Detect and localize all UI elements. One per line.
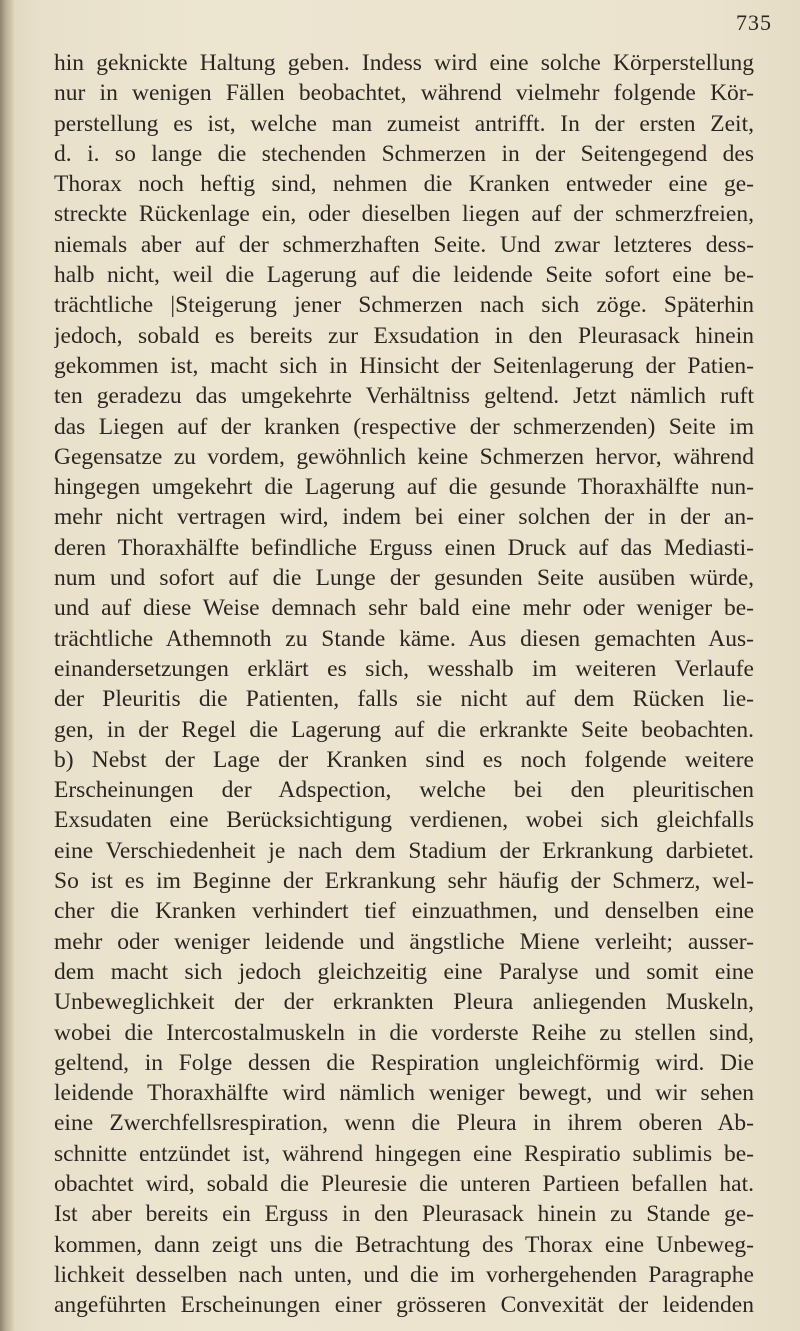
page-number: 735 (736, 10, 772, 35)
text-line: b) Nebst der Lage der Kranken sind es noch folgende weitere (54, 746, 754, 773)
text-line: mehr nicht vertragen wird, indem bei einer solchen der in der an- (54, 504, 754, 531)
text-line: der Pleuritis die Patienten, falls sie nicht auf dem Rücken lie- (54, 686, 754, 713)
text-line: jedoch, sobald es bereits zur Exsudation in den Pleurasack hinein (54, 322, 754, 349)
text-line: gekommen ist, macht sich in Hinsicht der Seitenlagerung der Patien- (54, 352, 754, 379)
text-line: eine Verschiedenheit je nach dem Stadium der Erkrankung darbietet. (54, 837, 754, 864)
text-line: wobei die Intercostalmuskeln in die vorderste Reihe zu stellen sind, (54, 1019, 754, 1046)
text-line: gen, in der Regel die Lagerung auf die erkrankte Seite beobachten. (54, 716, 754, 743)
text-line: das Liegen auf der kranken (respective der schmerzenden) Seite im (54, 413, 754, 440)
text-line: deren Thoraxhälfte befindliche Erguss einen Druck auf das Mediasti- (54, 534, 754, 561)
text-line: dem macht sich jedoch gleichzeitig eine Paralyse und somit eine (54, 958, 754, 985)
text-line: ten geradezu das umgekehrte Verhältniss geltend. Jetzt nämlich ruft (54, 383, 754, 410)
text-line: Exsudaten eine Berücksichtigung verdienen, wobei sich gleichfalls (54, 807, 754, 834)
text-line: hin geknickte Haltung geben. Indess wird eine solche Körperstellung (54, 50, 754, 76)
text-line: schnitte entzündet ist, während hingegen eine Respiratio sublimis be- (54, 1140, 754, 1167)
text-line: trächtliche |Steigerung jener Schmerzen nach sich zöge. Späterhin (54, 292, 754, 319)
text-line: Gegensatze zu vordem, gewöhnlich keine Schmerzen hervor, während (54, 443, 754, 470)
text-line: halb nicht, weil die Lagerung auf die leidende Seite sofort eine be- (54, 262, 754, 289)
text-line: perstellung es ist, welche man zumeist antrifft. In der ersten Zeit, (54, 110, 754, 137)
text-line: Thorax noch heftig sind, nehmen die Kranken entweder eine ge- (54, 171, 754, 198)
text-line: leidende Thoraxhälfte wird nämlich weniger bewegt, und wir sehen (54, 1080, 754, 1107)
text-line: eine Zwerchfellsrespiration, wenn die Pleura in ihrem oberen Ab- (54, 1110, 754, 1137)
text-line: niemals aber auf der schmerzhaften Seite. Und zwar letzteres dess- (54, 231, 754, 258)
text-line: cher die Kranken verhindert tief einzuathmen, und denselben eine (54, 898, 754, 925)
text-line: kommen, dann zeigt uns die Betrachtung des Thorax eine Unbeweg- (54, 1231, 754, 1258)
text-line: hingegen umgekehrt die Lagerung auf die gesunde Thoraxhälfte nun- (54, 474, 754, 501)
text-line: trächtliche Athemnoth zu Stande käme. Aus diesen gemachten Aus- (54, 625, 754, 652)
text-line: obachtet wird, sobald die Pleuresie die unteren Partieen befallen hat. (54, 1170, 754, 1197)
text-line: mehr oder weniger leidende und ängstliche Miene verleiht; ausser- (54, 928, 754, 955)
body-text (54, 48, 754, 1320)
text-line: einandersetzungen erklärt es sich, wesshalb im weiteren Verlaufe (54, 655, 754, 682)
text-line: und auf diese Weise demnach sehr bald eine mehr oder weniger be- (54, 595, 754, 622)
text-line: num und sofort auf die Lunge der gesunden Seite ausüben würde, (54, 565, 754, 592)
text-line: lichkeit desselben nach unten, und die im vorhergehenden Paragraphe (54, 1261, 754, 1288)
binding-edge (0, 0, 14, 1331)
text-line: angeführten Erscheinungen einer grösseren Convexität der leidenden (54, 1292, 754, 1319)
text-line: Ist aber bereits ein Erguss in den Pleurasack hinein zu Stande ge- (54, 1201, 754, 1228)
text-line: geltend, in Folge dessen die Respiration ungleichförmig wird. Die (54, 1049, 754, 1076)
text-line: So ist es im Beginne der Erkrankung sehr häufig der Schmerz, wel- (54, 868, 754, 895)
text-line: Erscheinungen der Adspection, welche bei den pleuritischen (54, 777, 754, 804)
text-line: Unbeweglichkeit der der erkrankten Pleura anliegenden Muskeln, (54, 989, 754, 1016)
text-line: d. i. so lange die stechenden Schmerzen in der Seitengegend des (54, 140, 754, 167)
text-line: streckte Rückenlage ein, oder dieselben liegen auf der schmerzfreien, (54, 201, 754, 228)
text-line: nur in wenigen Fällen beobachtet, während vielmehr folgende Kör- (54, 80, 754, 107)
